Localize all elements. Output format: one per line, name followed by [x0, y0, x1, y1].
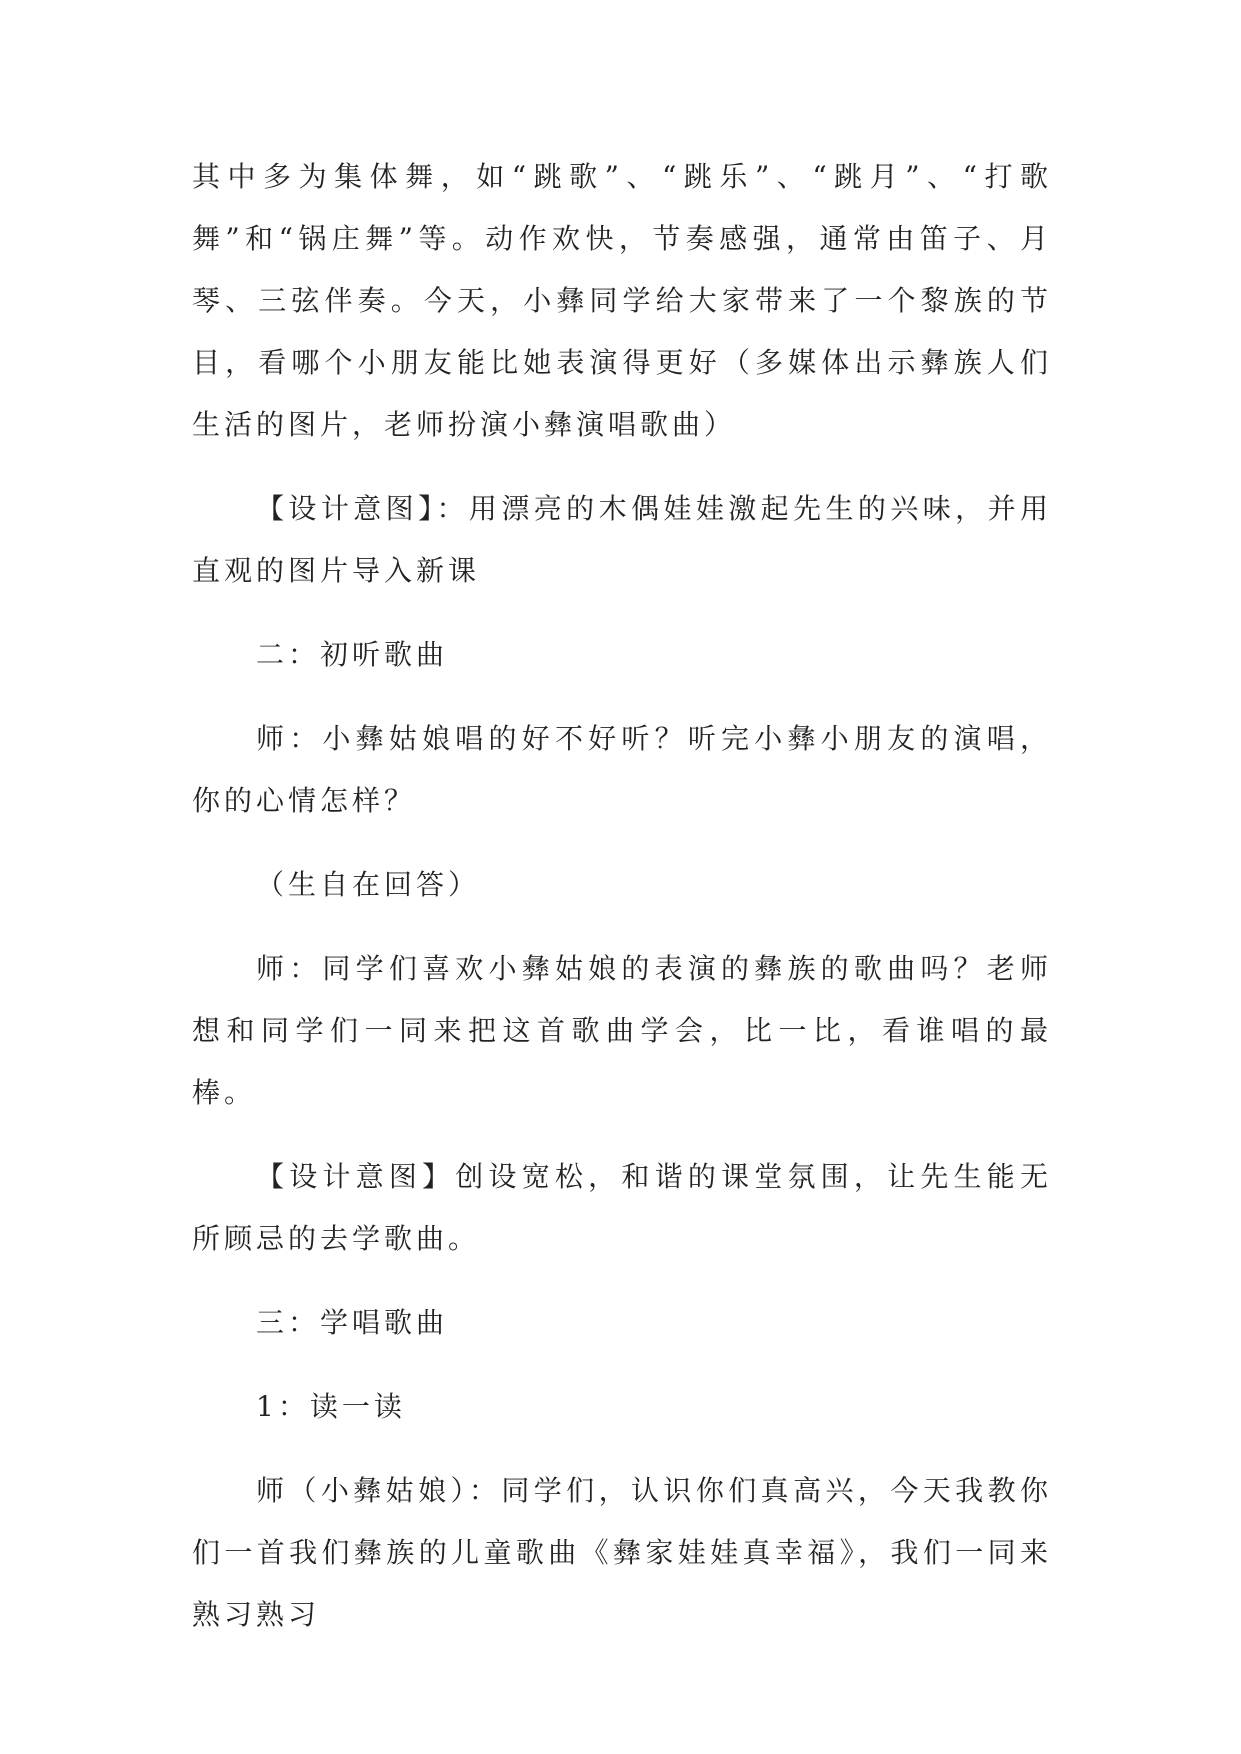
paragraph-intro: 其中多为集体舞，如“跳歌”、“跳乐”、“跳月”、“打歌舞”和“锅庄舞”等。动作欢快，节奏感强，通常由笛子、月琴、三弦伴奏。今天，小彝同学给大家带来了一个黎族的节目，看哪个小朋友能比她表演得更好（多媒体出示彝族人们生活的图片，老师扮演小彝演唱歌曲） [192, 160, 1052, 441]
paragraph-design-intent-2: 【设计意图】创设宽松，和谐的课堂氛围，让先生能无所顾忌的去学歌曲。 [192, 1160, 1052, 1255]
subsection-heading-read: 1：读一读 [256, 1390, 406, 1423]
section-heading-learn: 三：学唱歌曲 [256, 1306, 449, 1339]
section-heading-listen: 二：初听歌曲 [256, 638, 449, 671]
paragraph-design-intent-1: 【设计意图】：用漂亮的木偶娃娃激起先生的兴味，并用直观的图片导入新课 [192, 492, 1052, 587]
paragraph-student-answer: （生自在回答） [256, 868, 481, 901]
paragraph-teacher-question-1: 师：小彝姑娘唱的好不好听？听完小彝小朋友的演唱，你的心情怎样？ [192, 722, 1052, 817]
document-body [192, 146, 1052, 1668]
paragraph-teacher-intro-song: 师（小彝姑娘）：同学们，认识你们真高兴，今天我教你们一首我们彝族的儿童歌曲《彝家娃娃真幸福》，我们一同来熟习熟习 [192, 1474, 1052, 1631]
paragraph-teacher-question-2: 师：同学们喜欢小彝姑娘的表演的彝族的歌曲吗？老师想和同学们一同来把这首歌曲学会，比一比，看谁唱的最棒。 [192, 952, 1052, 1109]
